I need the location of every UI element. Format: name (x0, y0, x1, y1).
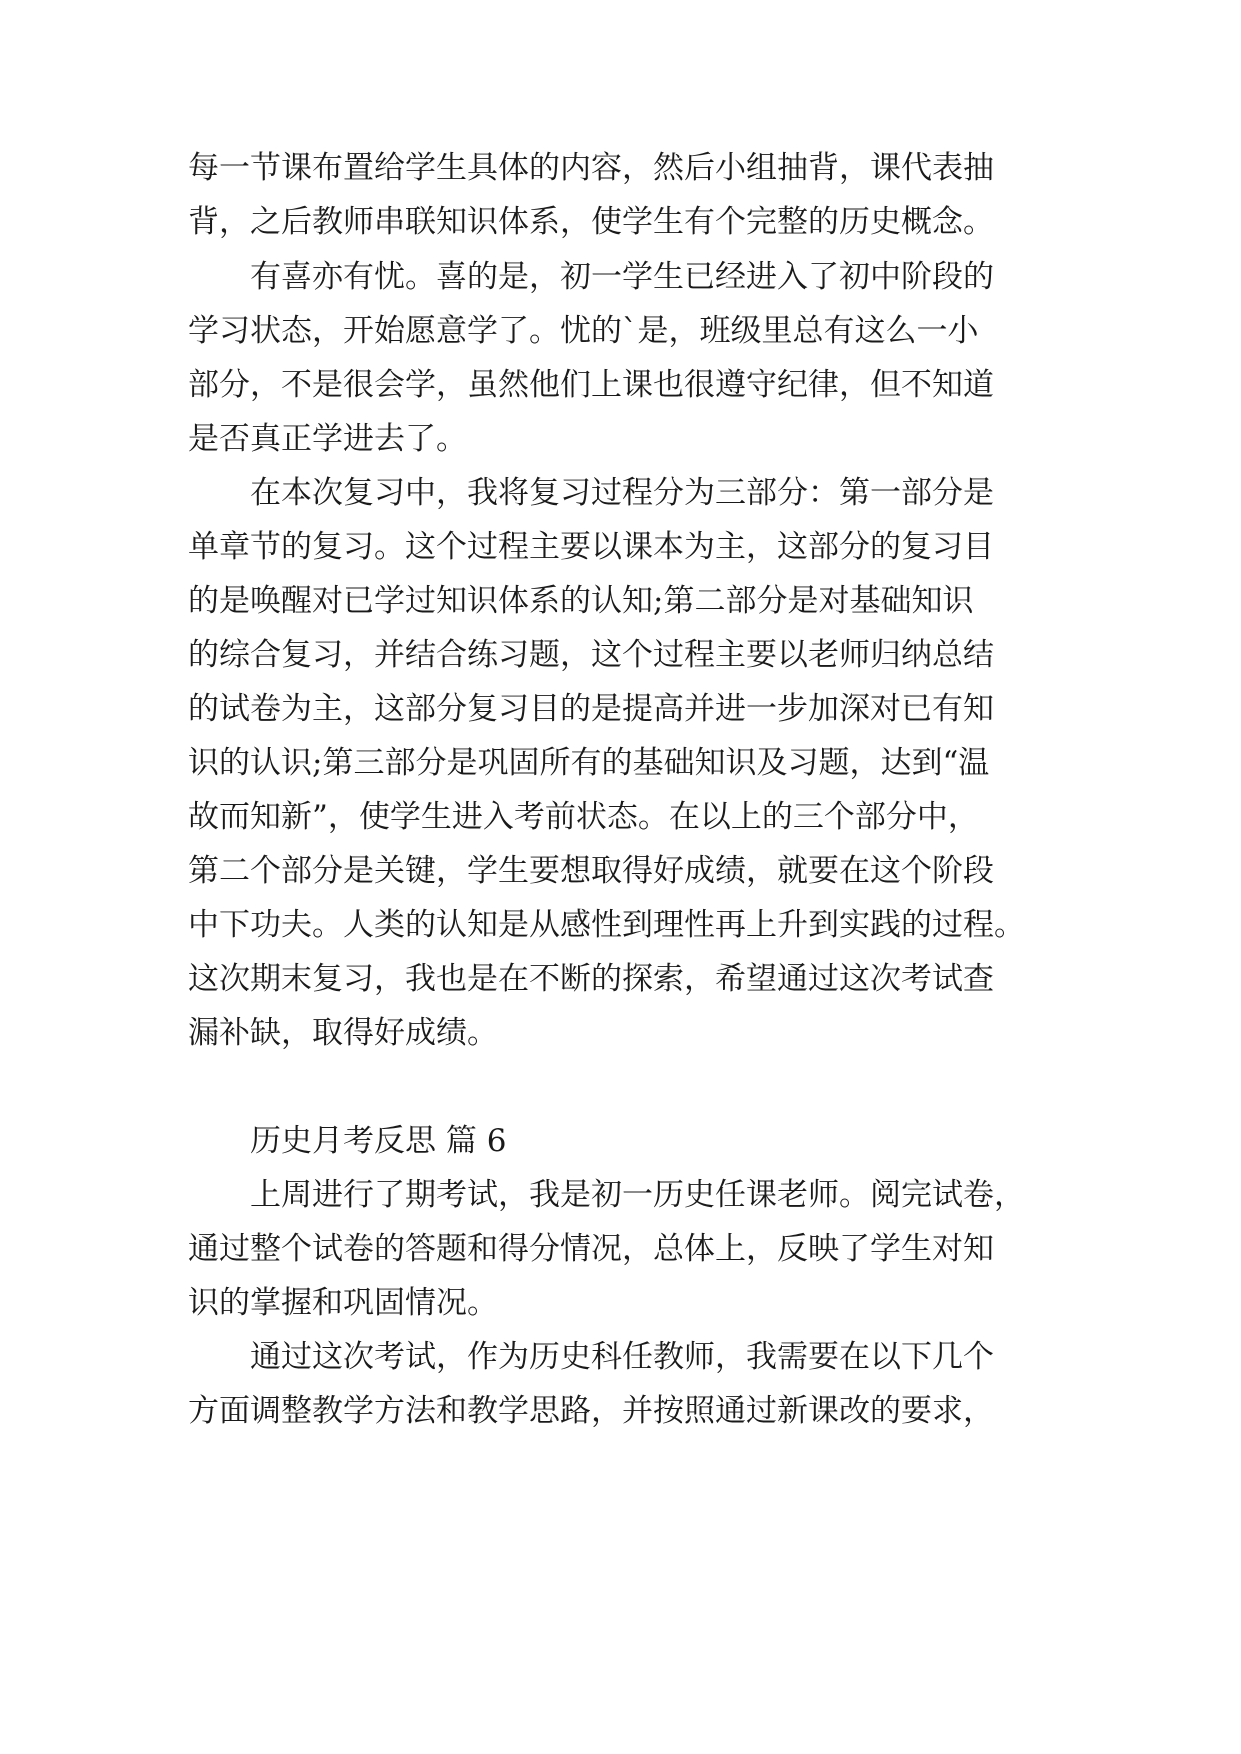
paragraph-3-line-11: 漏补缺，取得好成绩。 (188, 1015, 498, 1051)
paragraph-3-line-10: 这次期末复习，我也是在不断的探索，希望通过这次考试查 (188, 961, 994, 997)
paragraph-3-line-3: 的是唤醒对已学过知识体系的认知;第二部分是对基础知识 (188, 583, 974, 619)
paragraph-3-line-8: 第二个部分是关键，学生要想取得好成绩，就要在这个阶段 (188, 853, 994, 889)
paragraph-3-line-7: 故而知新”，使学生进入考前状态。在以上的三个部分中， (188, 799, 979, 835)
paragraph-1-line-1: 每一节课布置给学生具体的内容，然后小组抽背，课代表抽 (188, 150, 994, 186)
paragraph-5-line-2: 方面调整教学方法和教学思路，并按照通过新课改的要求， (188, 1393, 994, 1429)
section-heading: 历史月考反思 篇 6 (250, 1123, 507, 1159)
paragraph-3-line-6: 识的认识;第三部分是巩固所有的基础知识及习题，达到“温 (188, 745, 990, 781)
paragraph-3-line-9: 中下功夫。人类的认知是从感性到理性再上升到实践的过程。 (188, 907, 1025, 943)
paragraph-2-line-1: 有喜亦有忧。喜的是，初一学生已经进入了初中阶段的 (250, 259, 994, 295)
paragraph-3-line-5: 的试卷为主，这部分复习目的是提高并进一步加深对已有知 (188, 691, 994, 727)
paragraph-3-line-1: 在本次复习中，我将复习过程分为三部分：第一部分是 (250, 475, 994, 511)
paragraph-3-line-2: 单章节的复习。这个过程主要以课本为主，这部分的复习目 (188, 529, 994, 565)
paragraph-2-line-3: 部分，不是很会学，虽然他们上课也很遵守纪律，但不知道 (188, 367, 994, 403)
paragraph-2-line-2: 学习状态，开始愿意学了。忧的`是，班级里总有这么一小 (188, 313, 979, 349)
paragraph-5-line-1: 通过这次考试，作为历史科任教师，我需要在以下几个 (250, 1339, 994, 1375)
paragraph-4-line-3: 识的掌握和巩固情况。 (188, 1285, 498, 1321)
paragraph-4-line-1: 上周进行了期考试，我是初一历史任课老师。阅完试卷， (250, 1177, 1025, 1213)
paragraph-2-line-4: 是否真正学进去了。 (188, 421, 467, 457)
paragraph-3-line-4: 的综合复习，并结合练习题，这个过程主要以老师归纳总结 (188, 637, 994, 673)
paragraph-4-line-2: 通过整个试卷的答题和得分情况，总体上，反映了学生对知 (188, 1231, 994, 1267)
paragraph-1-line-2: 背，之后教师串联知识体系，使学生有个完整的历史概念。 (188, 204, 994, 240)
